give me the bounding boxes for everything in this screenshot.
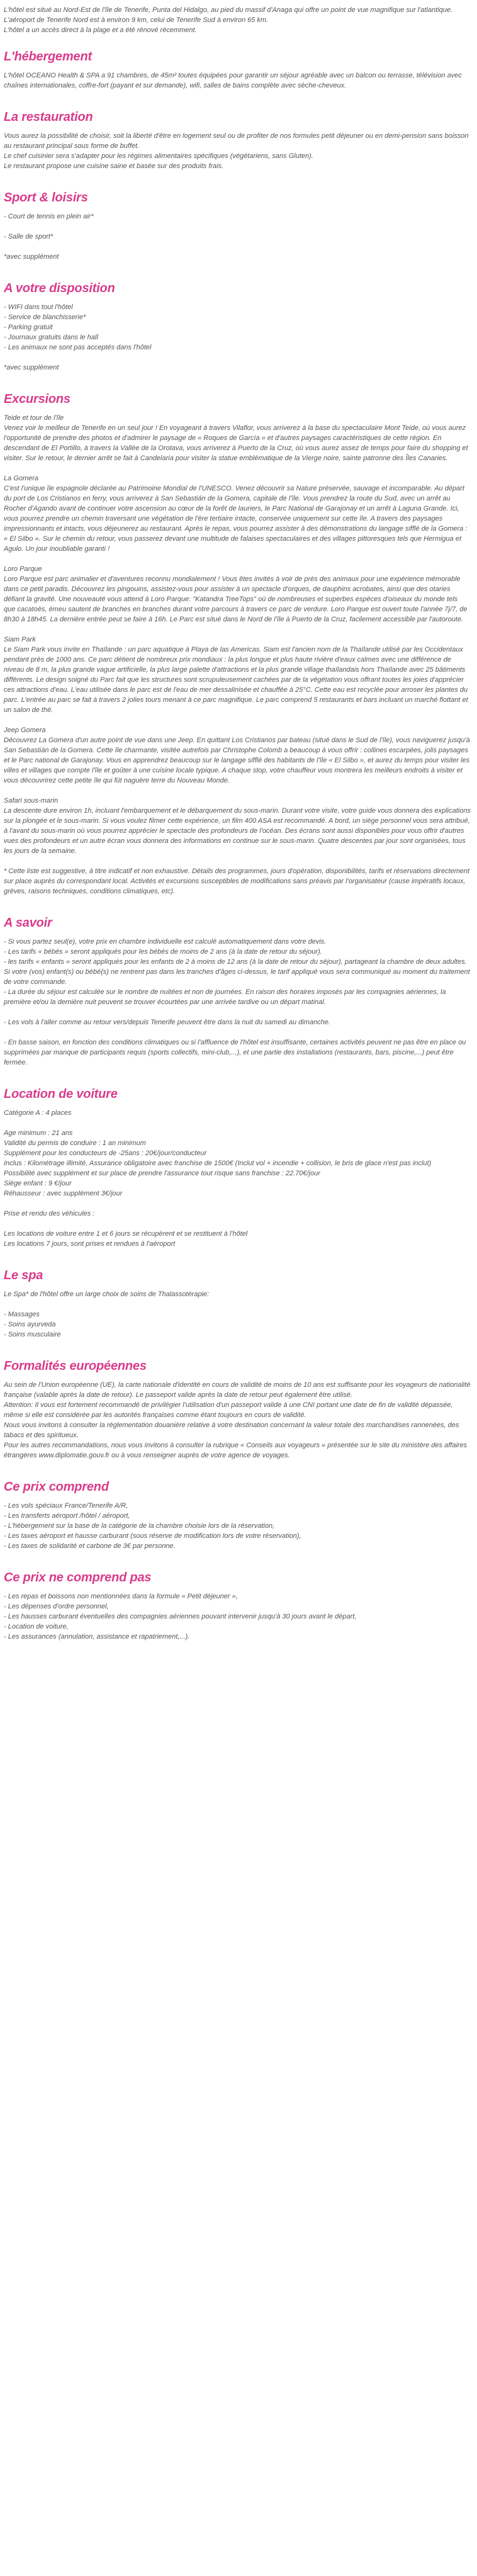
list-item: Pour les autres recommandations, nous vous invitons à consulter la rubrique « Conseils aux voyageurs » présentée sur le site du ministère des affaires étrangères www.diplomatie.gouv.fr ou à vous renseigner auprès de votre agence de voyages.	[4, 1442, 469, 1459]
list-item: - Service de blanchisserie*	[4, 314, 86, 321]
intro-section	[4, 5, 471, 35]
excursion-text: La descente dure environ 1h, incluant l'embarquement et le débarquement du sous-marin. Durant votre visite, votre guide vous donnera des explications sur la plongée et le sous-marin. Si vous voulez filmer cette expérience, un film 400 ASA est recommandé. A bord, un siège personnel vous sera attribué, à l'avant du sous-marin où vous pourrez apprécier le spectacle des profondeurs de l'océan. Des écrans sont aussi disponibles pour vous offrir d'autres vues des profondeurs et un autre écran vous donnera des informations en continue sur le sous-marin. Quatre descentes par jour sont organisées, tous les jours de la semaine.	[4, 807, 473, 855]
list-item: - Location de voiture,	[4, 1623, 69, 1630]
excursion-text: Découvrez La Gomera d'un autre point de vue dans une Jeep. En quittant Los Cristianos par bateau (situé dans le Sud de l'île), vous naviguerez jusqu'à San Sebastián de la Gomera. Cette île charmante, visitée autrefois par Christophe Colomb a beaucoup à vous offrir : collines escarpées, jolis paysages et le Parc national de Garajonay. Vous en apprendrez beaucoup sur le langage sifflé des habitants de l'île « El Silbo », et aurez du temps pour visiter les villes et villages que compte l'île et goûter à une cuisine locale typique. A chaque stop, votre chauffeur vous montrera les meilleurs endroits à visiter et vous découvrirez cette petite île qui fût naguère terre du Nouveau Monde.	[4, 737, 472, 784]
disclaimer-text: * Cette liste est suggestive, à titre indicatif et non exhaustive. Détails des programmes, jours d'opération, disponibilités, tarifs et réservations directement sur place auprès du correspondant local. Activités et excursions susceptibles de modifications sans préavis par l'organisateur (cause impératifs locaux, grèves, raisons techniques, conditions climatiques, etc).	[4, 867, 472, 895]
section-title: La restauration	[4, 110, 93, 124]
asavoir-section	[4, 915, 471, 1068]
section-title: Ce prix ne comprend pas	[4, 1571, 152, 1585]
nonprise-list	[4, 1591, 471, 1642]
excursion-siam-park	[4, 635, 471, 715]
list-item	[4, 1219, 471, 1229]
list-item: - Les vols à l'aller comme au retour vers/depuis Tenerife peuvent être dans la nuit du samedi au dimanche.	[4, 1019, 330, 1026]
list-item: Age minimum : 21 ans	[4, 1129, 73, 1137]
list-item: - Parking gratuit	[4, 324, 53, 331]
paragraph: Vous aurez la possibilité de choisir, soit la liberté d'être en logement seul ou de profiter de nos formules petit déjeuner ou en demi-pension sans boisson au restaurant principal sous forme de buffet.	[4, 132, 471, 150]
section-title: A savoir	[4, 916, 52, 930]
section-title: L'hébergement	[4, 50, 92, 64]
list-item: - Journaux gratuits dans le hall	[4, 334, 98, 341]
list-item: *avec supplément	[4, 253, 59, 261]
excursion-loro-parque	[4, 564, 471, 624]
section-title: Le spa	[4, 1268, 43, 1282]
list-item: Réhausseur : avec supplément 3€/jour	[4, 1190, 123, 1197]
list-item: Le Spa* de l'hôtel offre un large choix de soins de Thalassotérapie:	[4, 1291, 210, 1298]
list-item: - Salle de sport*	[4, 233, 53, 240]
list-item	[4, 222, 471, 232]
excursion-teide	[4, 413, 471, 463]
location-section	[4, 1087, 471, 1249]
list-item: Supplément pour les conducteurs de -25ans : 20€/jour/conducteur	[4, 1150, 207, 1157]
location-list	[4, 1108, 471, 1249]
section-title: Sport & loisirs	[4, 191, 88, 205]
excursion-heading: Safari sous-marin	[4, 797, 59, 805]
excursion-heading: Teide et tour de l'île	[4, 414, 64, 422]
list-item: - Massages	[4, 1311, 40, 1318]
list-item: - L'hébergement sur la base de la catégorie de la chambre choisie lors de la réservation,	[4, 1522, 275, 1530]
list-item: - Les taxes aéroport et hausse carburant (sous réserve de modification lors de votre réservation),	[4, 1532, 301, 1540]
list-item	[4, 242, 471, 252]
list-item: Les locations 7 jours, sont prises et rendues à l'aéroport	[4, 1240, 176, 1248]
section-title: Location de voiture	[4, 1087, 118, 1101]
excursion-text: Loro Parque est parc animalier et d'aventures reconnu mondialement ! Vous êtes invités à voir de près des animaux pour une expérience mémorable dans ce petit paradis. Découvrez les pingouins, assistez-vous pour assister à un spectacle d'orques, de dauphins acrobates, ainsi que des otaries défiant la gravité. Une nouveauté vous attend à Loro Parque: "Katandra TreeTops" où de nombreuses et superbes espèces d'oiseaux du monde tels que cacatoès, émeu sautent de branches en branches durant votre parcours à travers ce parc de verdure. Loro Parque est ouvert toute l'année 7j/7, de 8h30 à 18h45. La dernière entrée peut se faire à 16h. Le Parc est situé dans le Nord de l'île à Puerto de la Cruz, facilement accessible par l'autoroute.	[4, 575, 469, 623]
list-item: Au sein de l'Union européenne (UE), la carte nationale d'identité en cours de validité de moins de 10 ans est suffisante pour les voyageurs de nationalité française (valable après la date de retour). Le passeport valide après la date de retour peut également être utilisé.	[4, 1381, 473, 1399]
list-item: - Les dépenses d'ordre personnel,	[4, 1603, 109, 1610]
spa-list	[4, 1289, 471, 1340]
list-item: - Les assurances (annulation, assistance et rapatriement,...).	[4, 1633, 190, 1641]
list-item: - Les tarifs « bébés » seront appliqués pour les bébés de moins de 2 ans (à la date de retour du séjour).	[4, 948, 322, 956]
list-item: - Soins musculaire	[4, 1331, 61, 1338]
list-item: - Court de tennis en plein air*	[4, 213, 94, 220]
excursion-jeep-gomera	[4, 725, 471, 786]
list-item: - La durée du séjour est calculée sur le nombre de nuitées et non de journées. En raison des horaires imposés par les compagnies aériennes, la première et/ou la dernière nuit peuvent se trouver écourtées par une arrivée tardive ou un départ matinal.	[4, 988, 448, 1006]
list-item: Siège enfant : 9 €/jour	[4, 1180, 72, 1187]
excursion-safari	[4, 796, 471, 856]
comprend-list	[4, 1501, 471, 1551]
sport-list	[4, 212, 471, 262]
excursion-heading: Jeep Gomera	[4, 726, 46, 734]
excursion-heading: La Gomera	[4, 475, 39, 482]
list-item: - Si vous partez seul(e), votre prix en chambre individuelle est calculé automatiquement dans votre devis.	[4, 938, 327, 946]
list-item: Attention: Il vous est fortement recommandé de privilégier l'utilisation d'un passeport valide à une CNI portant une date de fin de validité dépassée, même si elle est considérée par les autorités françaises comme étant toujours en cours de validité.	[4, 1401, 455, 1419]
sport-section	[4, 190, 471, 262]
list-item: - En basse saison, en fonction des conditions climatiques ou si l'affluence de l'hôtel est insuffisante, certaines activités peuvent ne pas être en place ou supprimées par manque de participants requis (sports collectifs, mini-club,...), et une partie des installations (restaurants, bars, piscine,...) peut être fermée.	[4, 1039, 468, 1066]
list-item	[4, 1299, 471, 1309]
disposition-list	[4, 302, 471, 373]
list-item	[4, 353, 471, 363]
excursion-disclaimer	[4, 866, 471, 896]
list-item: Prise et rendu des véhicules :	[4, 1210, 95, 1217]
intro-line: L'hôtel est situé au Nord-Est de l'île de Tenerife, Punta del Hidalgo, au pied du massif d'Anaga qui offre un point de vue magnifique sur l'atlantique.	[4, 6, 453, 14]
list-item: - les tarifs « enfants » seront appliqués pour les enfants de 2 à moins de 12 ans (à la date de retour du séjour), partageant la chambre de deux adultes. Si votre (vos) enfant(s) ou bébé(s) ne rentrent pas dans les tranches d'âges ci-dessus, le tarif appliqué vous sera communiqué au moment du traitement de votre commande.	[4, 958, 472, 986]
section-title: Excursions	[4, 392, 70, 406]
list-item: - Les transferts aéroport /hôtel / aéroport,	[4, 1512, 130, 1520]
list-item: Catégorie A : 4 places	[4, 1109, 72, 1117]
list-item	[4, 1007, 471, 1017]
paragraph: Le restaurant propose une cuisine saine et basée sur des produits frais.	[4, 162, 224, 170]
list-item: - Les repas et boissons non mentionnées dans la formule « Petit déjeuner »,	[4, 1593, 238, 1600]
spa-section	[4, 1268, 471, 1340]
paragraph: Le chef cuisinier sera s'adapter pour les régimes alimentaires spécifiques (végétariens, sans Gluten).	[4, 152, 313, 160]
list-item	[4, 1027, 471, 1037]
list-item: Inclus : Kilométrage illimité, Assurance obligatoire avec franchise de 1500€ (Inclut vol + incendie + collision, le bris de glace n'est pas inclut)	[4, 1160, 432, 1167]
restauration-section	[4, 110, 471, 171]
list-item: - Les taxes de solidarité et carbone de 3€ par personne.	[4, 1542, 176, 1550]
section-title: Formalités européennes	[4, 1359, 147, 1373]
disposition-section	[4, 281, 471, 373]
list-item: *avec supplément	[4, 364, 59, 371]
formalites-section	[4, 1359, 471, 1460]
list-item: Validité du permis de conduire : 1 an minimum	[4, 1139, 146, 1147]
list-item: Nous vous invitons à consulter la réglementation douanière relative à votre destination concernant la valeur totale des marchandises rannenées, des tabacs et des spiritueux.	[4, 1421, 461, 1439]
excursion-text: Venez voir le meilleur de Tenerife en un seul jour ! En voyageant à travers Vilaflor, vous arriverez à la base du spectaculaire Mont Teide, où vous aurez l'opportunité de prendre des photos et d'admirer le paysage de « Roques de García » et d'autres paysages caractéristiques de cette région. En descendant de El Portillo, à travers la Vallée de la Orotava, vous arriverez à Puerto de la Cruz, où vous aurez assez de temps pour faire du shopping et visiter. Sur le retour, le dernier arrêt se fait à Candelaria pour visiter la statue emblématique de la Vierge noire, sainte patronne des Îles Canaries.	[4, 424, 470, 462]
nonprise-section	[4, 1570, 471, 1642]
excursion-text: C'est l'unique île espagnole déclarée au Patrimoine Mondial de l'UNESCO. Venez découvrir sa Nature préservée, sauvage et incomparable. Au départ du port de Los Cristianos en ferry, vous arriverez à San Sebastián de la Gomera, capitale de l'île. Vous prendrez la route du Sud, avec un arrêt au Rocher d'Agando avant de continuer votre ascension au cœur de la forêt de lauriers, le Parc National de Garajonay et un arrêt à Laguna Grande. Ici, vous pourrez prendre un chemin traversant une végétation de l'ère tertiaire intacte, conservée uniquement sur cette île. A travers des paysages impressionnants et intacts, vous déjeunerez au restaurant. Après le repas, vous pourrez assister à des démonstrations du langage sifflé de la Gomera : « El Silbo ». Sur le chemin du retour, vous passerez devant une multitude de falaises spectaculaires et des villages pittoresques tels que Hermigua et Agulo. Un jour inoubliable garanti !	[4, 485, 469, 553]
list-item	[4, 1118, 471, 1128]
list-item: - Les vols spéciaux France/Tenerife A/R,	[4, 1502, 128, 1510]
excursions-section	[4, 392, 471, 896]
excursion-text: Le Siam Park vous invite en Thaïlande : un parc aquatique à Playa de las Americas. Siam est l'ancien nom de la Thaïlande utilisé par les Occidentaux pendant près de 1000 ans. Ce parc détient de nombreux prix mondiaux : la plus longue et plus haute rivière d'eaux calmes avec une différence de niveau de 8 m, la plus grande vague artificielle, la plus large palette d'attractions et la plus grande village thaïlandais hors Thaïlande avec 25 bâtiments différents. Le design soigné du Parc fait que les structures sont scrupuleusement cachées par de la végétation vous offrant toutes les joies d'apprécier ces attractions d'eau. L'eau utilisée dans le parc est de l'eau de mer dessalinisée et chauffée à 25°C. Cette eau est recyclée pour arroser les plantes du parc. L'entrée au parc se fait à travers 2 jolies tours menant à ce parc magnifique. Le parc comprend 5 restaurants et bars incluant un marché flottant et un salon de thé.	[4, 646, 470, 714]
intro-line: L'hôtel a un accès direct à la plage et a été rénové récemment.	[4, 26, 197, 34]
list-item: Les locations de voiture entre 1 et 6 jours se récupèrent et se restituent à l'hôtel	[4, 1230, 248, 1238]
list-item: - Les animaux ne sont pas acceptés dans l'hôtel	[4, 344, 152, 351]
section-title: Ce prix comprend	[4, 1480, 109, 1494]
excursion-heading: Loro Parque	[4, 565, 42, 573]
list-item: - Les hausses carburant éventuelles des compagnies aériennes pouvant intervenir jusqu'à 30 jours avant le départ,	[4, 1613, 357, 1620]
list-item	[4, 1199, 471, 1209]
list-item: - WIFI dans tout l'hôtel	[4, 303, 73, 311]
formalites-list	[4, 1380, 471, 1460]
intro-line: L'aéroport de Tenerife Nord est à environ 9 km, celui de Tenerife Sud à environ 65 km.	[4, 16, 269, 24]
excursion-gomera	[4, 473, 471, 554]
list-item: - Soins ayurveda	[4, 1321, 56, 1328]
asavoir-list	[4, 937, 471, 1068]
comprend-section	[4, 1479, 471, 1551]
section-title: A votre disposition	[4, 281, 115, 295]
hebergement-section	[4, 49, 471, 91]
list-item: Possibilité avec supplément et sur place de prendre l'assurance tout risque sans franchise : 22.70€/jour	[4, 1170, 320, 1177]
excursion-heading: Siam Park	[4, 636, 36, 643]
paragraph: L'hôtel OCEANO Health & SPA a 91 chambres, de 45m² toutes équipées pour garantir un séjour agréable avec un balcon ou terrasse, télévision avec chaînes internationales, coffre-fort (payant et sur demande), wifi, salles de bains complète avec sèche-cheveux.	[4, 72, 464, 89]
